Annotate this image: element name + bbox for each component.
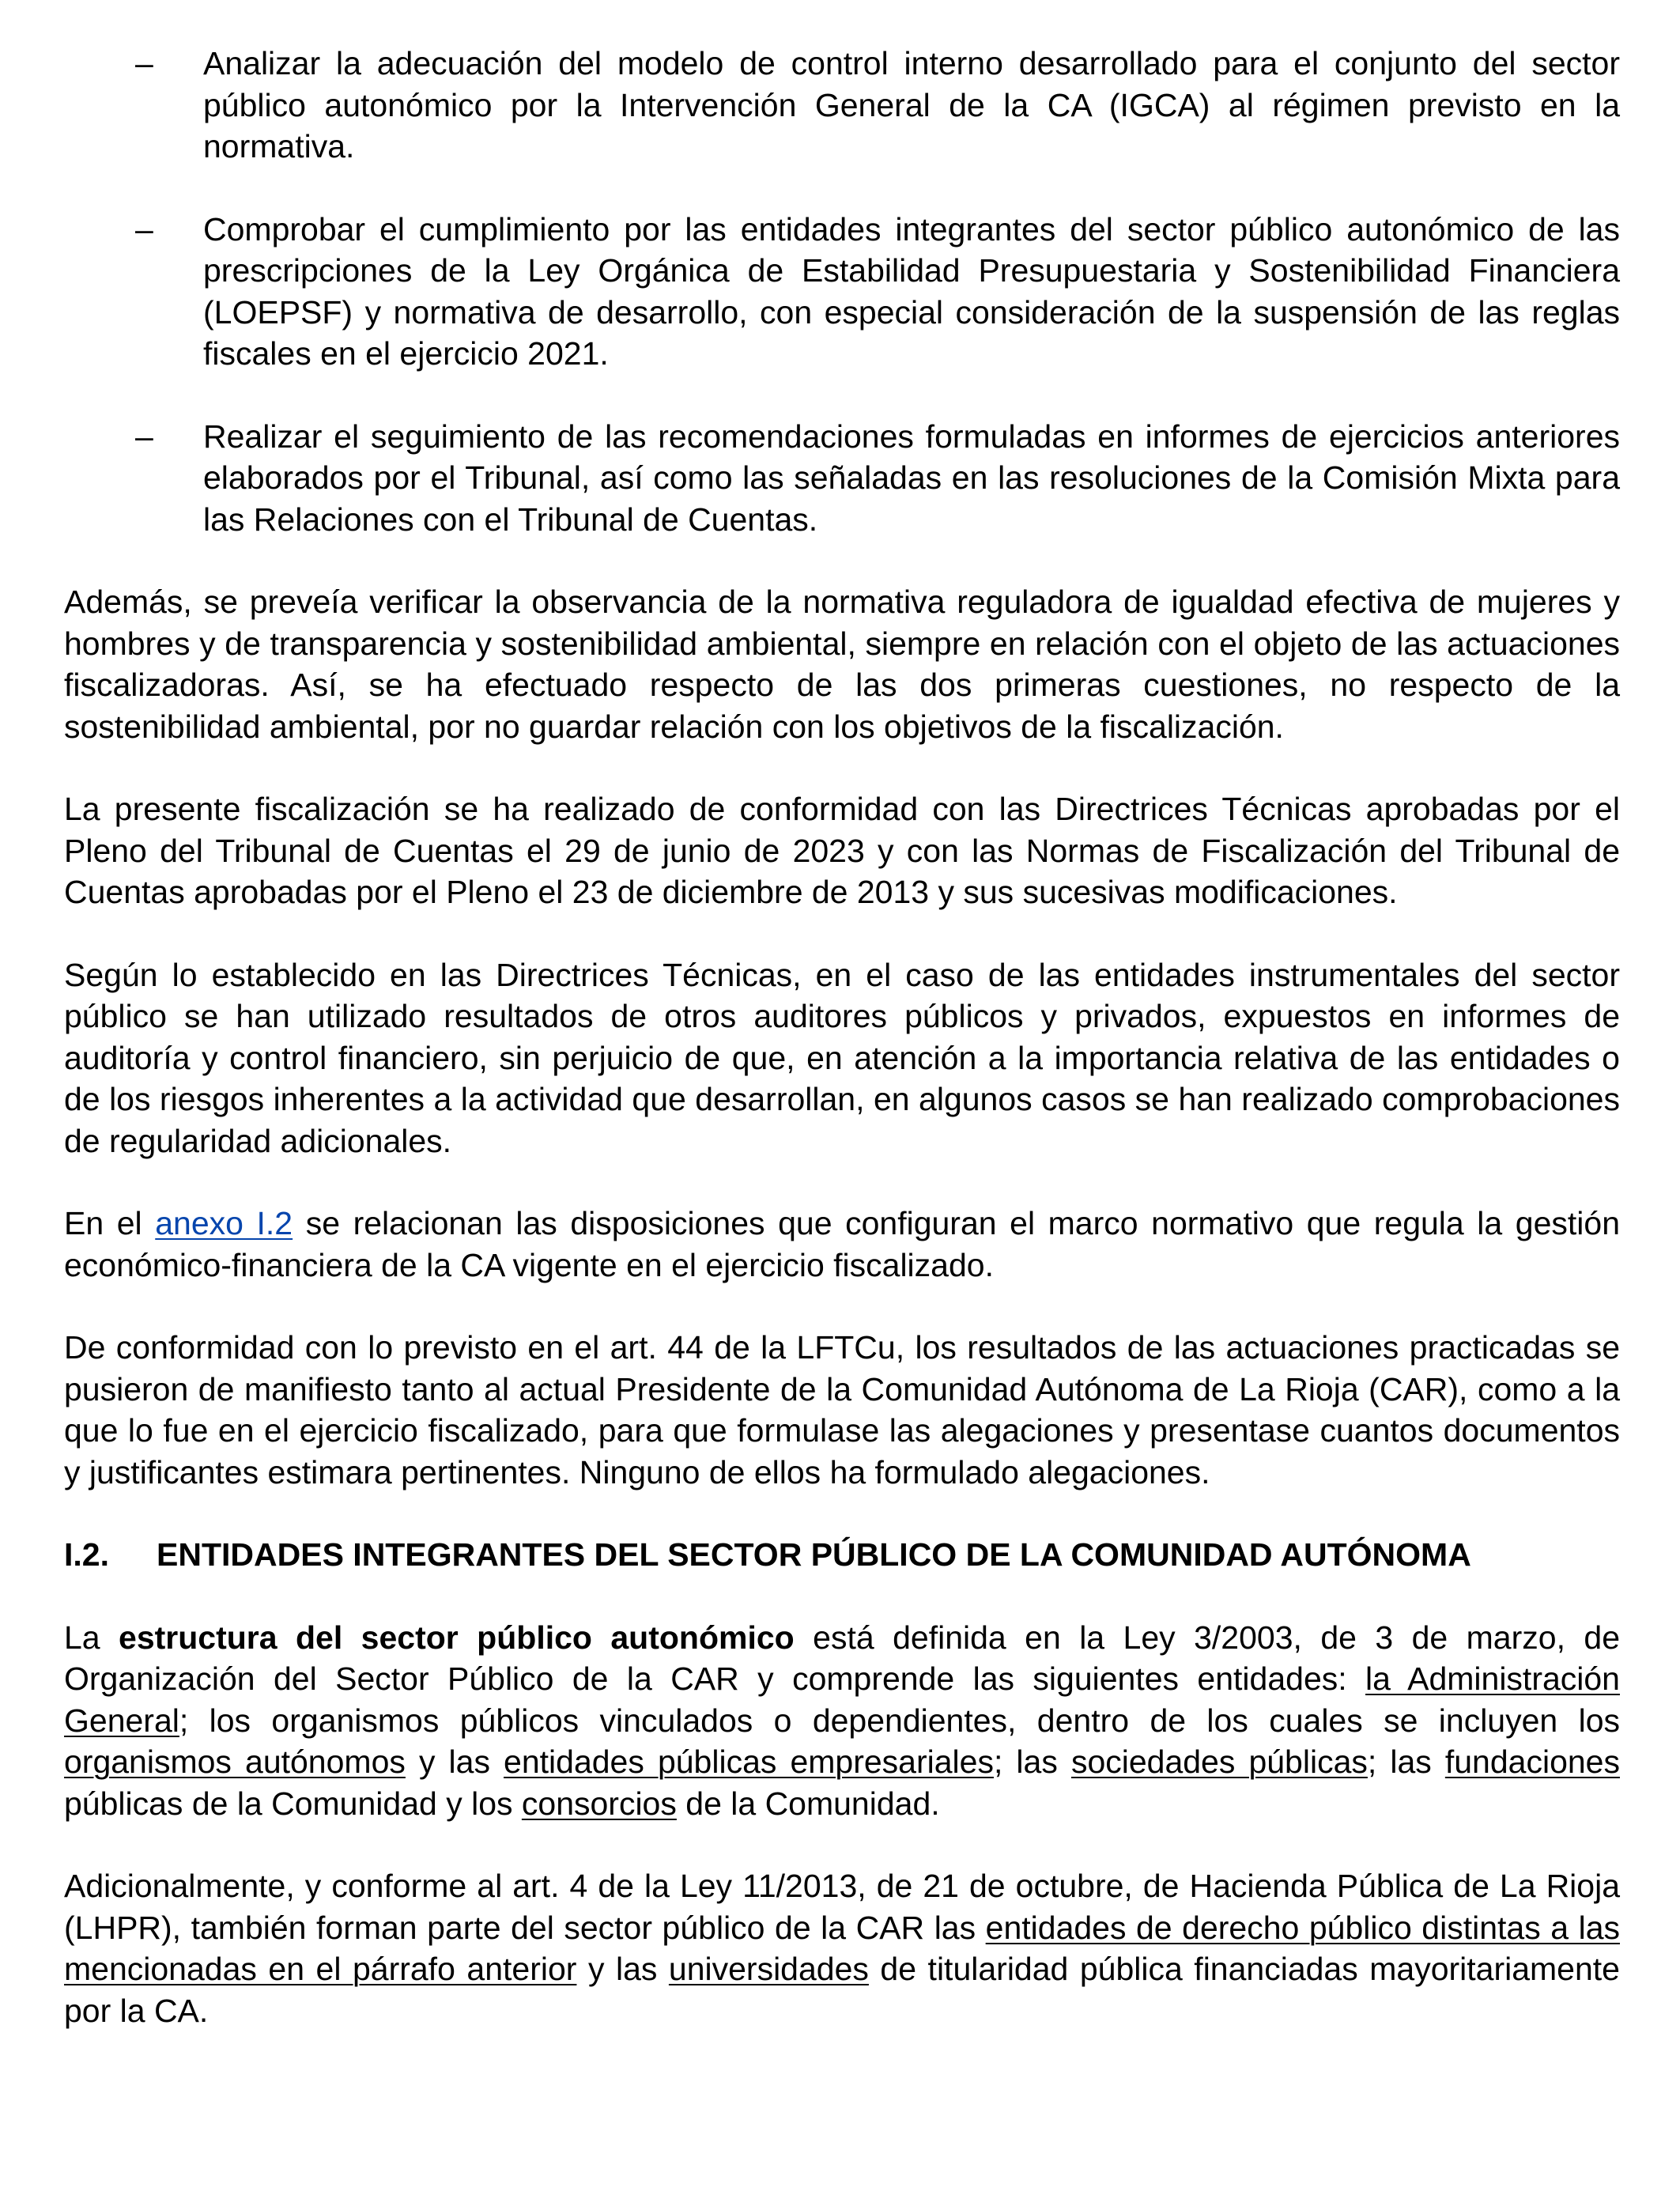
list-item-text: Realizar el seguimiento de las recomendaciones formuladas en informes de ejercicios anteriores elaborados por el Tribunal, así como las señaladas en las resoluciones de la Comisión Mixta para las Relaciones con el Tribunal de Cuentas. [203, 417, 1620, 538]
paragraph-other-auditors: Según lo establecido en las Directrices Técnicas, en el caso de las entidades instrumentales del sector público se han utilizado resultados de otros auditores públicos y privados, expuestos en informes de auditoría y control financiero, sin perjuicio de que, en atención a la importancia relativa de las entidades o de los riesgos inherentes a la actividad que desarrollan, en algunos casos se han realizado comprobaciones de regularidad adicionales. [64, 956, 1620, 1159]
section-title: ENTIDADES INTEGRANTES DEL SECTOR PÚBLICO DE LA COMUNIDAD AUTÓNOMA [157, 1536, 1471, 1573]
dash-bullet-icon: – [135, 210, 153, 247]
list-item [64, 43, 1620, 168]
underlined-term: consorcios [521, 1785, 677, 1822]
paragraph-text: En el [64, 1205, 156, 1241]
paragraph-text: y las [405, 1744, 504, 1780]
underlined-term: sociedades públicas [1070, 1744, 1368, 1780]
paragraph-text: está definida en la Ley 3/2003, de 3 de marzo, de Organización del Sector Público de la CAR y comprende las siguientes entidades: [64, 1619, 1621, 1697]
paragraph-annex-reference [64, 1203, 1620, 1286]
paragraph-technical-guidelines: La presente fiscalización se ha realizado de conformidad con las Directrices Técnicas aprobadas por el Pleno del Tribunal de Cuentas el 29 de junio de 2023 y con las Normas de Fiscalización del Tribunal de Cuentas aprobadas por el Pleno el 23 de diciembre de 2013 y sus sucesivas modificaciones. [64, 791, 1620, 910]
underlined-term: fundaciones [1444, 1744, 1620, 1780]
paragraph-text: de titularidad pública financiadas mayoritariamente por la CA. [64, 1951, 1620, 2029]
paragraph-allegations: De conformidad con lo previsto en el art. 44 de la LFTCu, los resultados de las actuaciones practicadas se pusieron de manifiesto tanto al actual Presidente de la Comunidad Autónoma de La Rioja (CAR), como a la que lo fue en el ejercicio fiscalizado, para que formulase las alegaciones y presentase cuantos documentos y justificantes estimara pertinentes. Ninguno de ellos ha formulado alegaciones. [64, 1329, 1620, 1490]
dash-bullet-icon: – [135, 417, 153, 455]
dash-bullet-icon: – [135, 45, 153, 81]
paragraph-text: y las [576, 1951, 669, 1987]
bold-term: estructura del sector público autonómico [119, 1619, 795, 1656]
underlined-term: la Administración General [64, 1660, 1620, 1739]
list-item [64, 209, 1620, 375]
annex-link[interactable]: anexo I.2 [155, 1205, 293, 1241]
underlined-term: organismos autónomos [64, 1744, 406, 1780]
paragraph-sector-structure [64, 1617, 1620, 1825]
list-item [64, 416, 1620, 541]
paragraph-text: públicas de la Comunidad y los [64, 1785, 522, 1822]
paragraph-text: de la Comunidad. [676, 1785, 940, 1822]
paragraph-text: se relacionan las disposiciones que configuran el marco normativo que regula la gestión económico-financiera de la CA vigente en el ejercicio fiscalizado. [64, 1205, 1620, 1283]
paragraph-additional-verification: Además, se preveía verificar la observancia de la normativa reguladora de igualdad efectiva de mujeres y hombres y de transparencia y sostenibilidad ambiental, siempre en relación con el objeto de las actuaciones fiscalizadoras. Así, se ha efectuado respecto de las dos primeras cuestiones, no respecto de la sostenibilidad ambiental, por no guardar relación con los objetivos de la fiscalización. [64, 584, 1620, 745]
section-number: I.2. [64, 1536, 109, 1573]
document-page [64, 43, 1620, 2072]
paragraph-text: ; los organismos públicos vinculados o dependientes, dentro de los cuales se incluyen los [179, 1702, 1620, 1739]
list-item-text: Analizar la adecuación del modelo de control interno desarrollado para el conjunto del sector público autonómico por la Intervención General de la CA (IGCA) al régimen previsto en la normativa. [203, 45, 1620, 164]
underlined-term: universidades [668, 1951, 869, 1987]
paragraph-additional-entities [64, 1865, 1620, 2031]
underlined-term: entidades de derecho público distintas a las mencionadas en el párrafo anterior [64, 1909, 1620, 1987]
paragraph-text: La [64, 1619, 119, 1656]
list-item-text: Comprobar el cumplimiento por las entidades integrantes del sector público autonómico de las prescripciones de la Ley Orgánica de Estabilidad Presupuestaria y Sostenibilidad Financiera (LOEPSF) y normativa de desarrollo, con especial consideración de la suspensión de las reglas fiscales en el ejercicio 2021. [203, 210, 1620, 372]
paragraph-text: ; las [1367, 1744, 1445, 1780]
underlined-term: entidades públicas empresariales [504, 1744, 994, 1780]
paragraph-text: ; las [993, 1744, 1071, 1780]
paragraph-text: Adicionalmente, y conforme al art. 4 de la Ley 11/2013, de 21 de octubre, de Hacienda Pública de La Rioja (LHPR), también forman parte del sector público de la CAR las [64, 1868, 1620, 1946]
section-heading [64, 1534, 1620, 1576]
